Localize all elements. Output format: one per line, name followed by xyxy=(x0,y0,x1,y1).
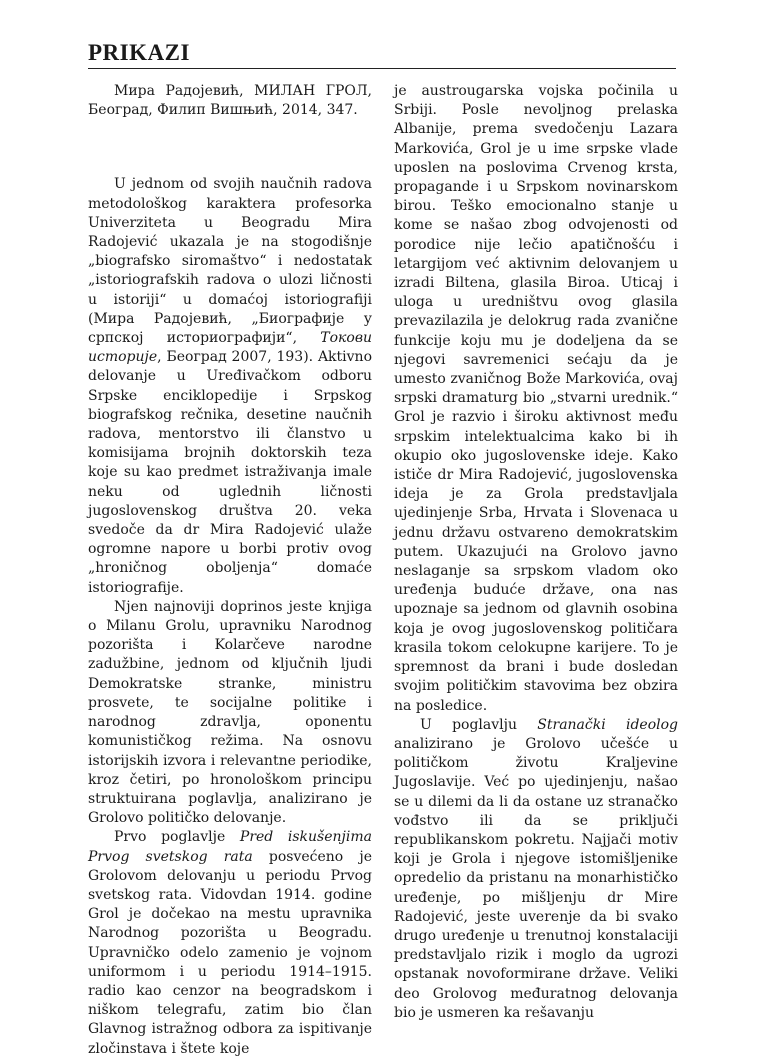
right-column xyxy=(394,82,678,1023)
body-paragraph xyxy=(394,82,678,716)
section-title: PRIKAZI xyxy=(88,40,190,65)
paragraph-text: posvećeno je Grolovom delovanju u periodu Prvog svetskog rata. Vidovdan 1914. godine Grol je dočekao na mestu upravnika Narodnog pozorišta u Beogradu. Upravničko odelo zamenio je vojnom uniformom i u periodu 1914–1915. radio kao cenzor na beogradskom i niškom telegrafu, zatim bio član Glavnog istražnog odbora za ispitivanje zločinstava i štete koje xyxy=(88,848,372,1057)
paragraph-text: analizirano je Grolovo učešće u političkom životu Kraljevine Jugoslavije. Već po ujedinjenju, našao se u dilemi da li da ostane uz stranačko vođstvo ili da se priključi republikanskom pokretu. Najjači motiv koji je Grola i njegove istomišljenike opredelio da pristanu na monarhističko uređenje, po mišljenju dr Mire Radojević, jeste uverenje da bi svako drugo uređenje u trenutnoj konstalaciji predstavljalo rizik i moglo da ugrozi opstanak novoformirane države. Veliki deo Grolovog međuratnog delovanja bio je usmeren ka rešavanju xyxy=(394,735,678,1021)
italic-title: Токови историје xyxy=(88,330,372,366)
left-column xyxy=(88,82,372,1059)
body-paragraph xyxy=(88,175,372,597)
paragraph-text: , Београд 2007, 193). Aktivno delovanje u Uređivačkom odboru Srpske enciklopedije i Srpskog biografskog rečnika, desetine naučnih radova, mentorstvo ili članstvo u komisijama brojnih doktorskih teza koje su kao predmet istraživanja imale neku od uglednih ličnosti jugoslovenskog društva 20. veka svedoče da dr Mira Radojević ulaže ogromne napore u borbi protiv ovog „hroničnog oboljenja“ domaće istoriografije. xyxy=(88,349,372,596)
paragraph-text: U poglavlju xyxy=(420,716,538,733)
left-column-paragraphs xyxy=(88,175,372,1058)
right-column-paragraphs xyxy=(394,82,678,1023)
body-paragraph xyxy=(88,598,372,828)
italic-title: Stranački ideolog xyxy=(537,716,678,733)
paragraph-text: Njen najnoviji doprinos jeste knjiga o Milanu Grolu, upravniku Narodnog pozorišta i Kolarčeve narodne zadužbine, jednom od ključnih ljudi Demokratske stranke, ministru prosvete, te socijalne politike i narodnog zdravlja, oponentu komunističkog režima. Na osnovu istorijskih izvora i relevantne periodike, kroz četiri, po hronološkom principu struktuirana poglavlja, analizirano je Grolovo političko delovanje. xyxy=(88,598,372,827)
paragraph-text: je austrougarska vojska počinila u Srbiji. Posle nevoljnog prelaska Albanije, prema svedočenju Lazara Markovića, Grol je u ime srpske vlade uposlen na poslovima Crvenog krsta, propagande i u Srpskom novinarskom birou. Teško emocionalno stanje u kome se našao zbog odvojenosti od porodice nije lečio apatičnošću i letargijom već aktivnim delovanjem u izradi Biltena, glasila Biroa. Uticaj i uloga u uredništvu ovog glasila prevazilazila je delokrug rada zvanične funkcije koju mu je dodeljena da se njegovi savremenici sećaju da je umesto zvaničnog Bože Markovića, ovaj srpski dramaturg bio „stvarni urednik.“ Grol je razvio i široku aktivnost među srpskim intelektualcima kako bi ih okupio oko jugoslovenske ideje. Kako ističe dr Mira Radojević, jugoslovenska ideja je za Grola predstavljala ujedinjenje Srba, Hrvata i Slovenaca u jednu državu ostvareno demokratskim putem. Ukazujući na Grolovo javno neslaganje sa srpskom vladom oko uređenja buduće države, ona nas upoznaje sa jednom od glavnih osobina koja je ovog jugoslovenskog političara krasila tokom celokupne karijere. To je spremnost da brani i bude dosledan svojim političkim stavovima bez obzira na posledice. xyxy=(394,83,678,714)
paragraph-text: Prvo poglavlje xyxy=(114,829,240,846)
italic-title: Pred iskušenjima Prvog svetskog rata xyxy=(88,829,372,865)
header-divider xyxy=(88,68,676,69)
body-paragraph xyxy=(394,716,678,1023)
body-paragraph xyxy=(88,828,372,1058)
book-citation: Мира Радојевић, МИЛАН ГРОЛ, Београд, Филип Вишњић, 2014, 347. xyxy=(88,83,372,119)
paragraph-text: U jednom od svojih naučnih radova metodološkog karaktera profesorka Univerziteta u Beogradu Mira Radojević ukazala je na stogodišnje „biografsko siromaštvo“ i nedostatak „istoriografskih radova o ulozi ličnosti u istoriji“ u domaćoj istoriografiji (Мира Радојевић, „Биографије у српској историографији“, xyxy=(88,176,372,347)
